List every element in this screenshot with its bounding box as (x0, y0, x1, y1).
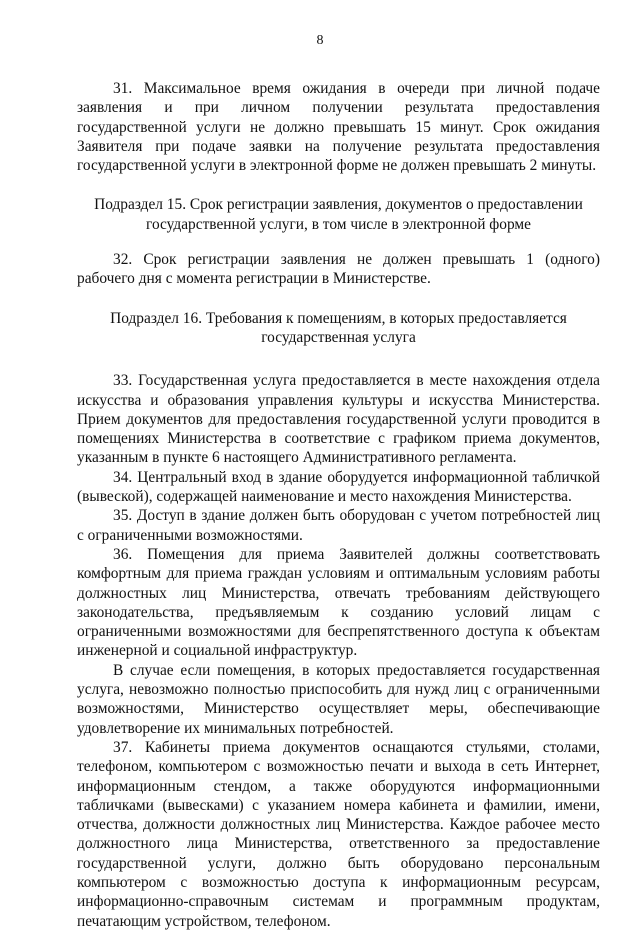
page-content (77, 79, 600, 931)
paragraph-32: 32. Срок регистрации заявления не должен превышать 1 (одного) рабочего дня с момента регистрации в Министерстве. (77, 251, 600, 288)
paragraph-33: 33. Государственная услуга предоставляется в месте нахождения отдела искусства и образования управления культуры и искусства Министерства. Прием документов для предоставления государственной услуги проводится в помещениях Министерства в соответствие с графиком приема документов, указанным в пункте 6 настоящего Административного регламента. (77, 372, 600, 467)
paragraph-36-continuation: В случае если помещения, в которых предоставляется государственная услуга, невозможно полностью приспособить для нужд лиц с ограниченными возможностями, Министерство осуществляет меры, обеспечивающие удовлетворение их минимальных потребностей. (77, 661, 600, 737)
paragraph-36: 36. Помещения для приема Заявителей должны соответствовать комфортным для приема граждан условиям и оптимальным условиям работы должностных лиц Министерства, отвечать требованиям действующего законодательства, предъявляемым к созданию условий лицам с ограниченными возможностями для беспрепятственного доступа к объектам инженерной и социальной инфраструктур. (77, 545, 600, 660)
paragraph-35: 35. Доступ в здание должен быть оборудован с учетом потребностей лиц с ограниченными возможностями. (77, 507, 600, 544)
page-number: 8 (316, 33, 324, 48)
subsection-16-heading: Подраздел 16. Требования к помещениям, в которых предоставляется государственная услуга (110, 309, 567, 346)
paragraph-31: 31. Максимальное время ожидания в очереди при личной подаче заявления и при личном получении результата предоставления государственной услуги не должно превышать 15 минут. Срок ожидания Заявителя при подаче заявки на получение результата предоставления государственной услуги в электронной форме не должен превышать 2 минуты. (77, 80, 600, 175)
subsection-15-heading: Подраздел 15. Срок регистрации заявления, документов о предоставлении государственной услуги, в том числе в электронной форме (94, 196, 583, 233)
paragraph-37: 37. Кабинеты приема документов оснащаются стульями, столами, телефоном, компьютером с возможностью печати и выхода в сеть Интернет, информационным стендом, а также оборудуются информационными табличками (вывесками) с указанием номера кабинета и фамилии, имени, отчества, должности должностных лиц Министерства. Каждое рабочее место должностного лица Министерства, ответственного за предоставление государственной услуги, должно быть оборудовано персональным компьютером с возможностью доступа к информационным ресурсам, информационно-справочным системам и программным продуктам, печатающим устройством, телефоном. (77, 738, 600, 930)
paragraph-34: 34. Центральный вход в здание оборудуется информационной табличкой (вывеской), содержащей наименование и место нахождения Министерства. (77, 468, 600, 506)
